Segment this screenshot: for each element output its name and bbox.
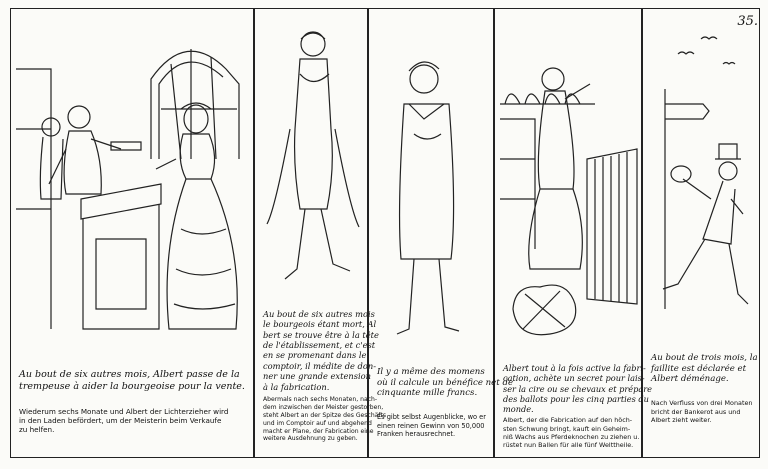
- panel-4: [494, 8, 653, 458]
- panel-2-german-caption: Abermals nach sechs Monaten, nach- dem inzwischen der Meister gestorben, steht Albert an der Spitze des Geschäfts und im Comptoir auf und abgehend macht er Plane, der Fabrication eine weitere Ausdehnung zu geben.: [263, 395, 387, 443]
- panel-2-illustration: [255, 9, 367, 309]
- panel-3-german-caption: Es gibt selbst Augenblicke, wo er einen reinen Gewinn von 50,000 Franken herausrechnet.: [377, 413, 486, 439]
- panel-1-french-caption: Au bout de six autres mois, Albert passe de la trempeuse à aider la bourgeoise pour la vente.: [19, 369, 245, 392]
- panel-5-french-caption: Au bout de trois mois, la faillite est déclarée et Albert déménage.: [651, 353, 758, 385]
- panel-4-french-caption: Albert tout à la fois active la fabri- cation, achète un secret pour lais- ser la cire ou se chevaux et prépare des ballots pour les cinq parties du monde.: [503, 363, 653, 414]
- panel-1-german-caption: Wiederum sechs Monate und Albert der Lichterzieher wird in den Laden befördert, um der Meisterin beim Verkaufe zu helfen.: [19, 406, 229, 435]
- panel-2-french-caption: Au bout de six autres mois le bourgeois étant mort, Al bert se trouve être à la tête de l'établissement, et c'est en se promenant dans le comptoir, il médite de don- ner une grande extension à la fabrication.: [263, 309, 379, 392]
- panel-1-illustration: [11, 9, 253, 361]
- panel-4-illustration: [495, 9, 641, 361]
- page-number: 35.: [737, 14, 758, 29]
- panel-5-illustration: [643, 9, 759, 361]
- panel-3-french-caption: Il y a même des momens où il calcule un bénéfice net de cinquante mille francs.: [377, 367, 514, 399]
- panel-2: [254, 8, 387, 458]
- panel-1-caption: [19, 369, 247, 435]
- panel-3-caption: [377, 367, 514, 439]
- panel-2-caption: [263, 309, 387, 443]
- panel-5-caption: [651, 353, 758, 424]
- panel-3: [368, 8, 514, 458]
- panel-4-caption: [503, 363, 653, 450]
- panel-3-illustration: [369, 9, 493, 361]
- panel-1: [10, 8, 254, 458]
- panel-4-german-caption: Albert, der die Fabrication auf den höch- sten Schwung bringt, kauft ein Geheim- niß Wachs aus Pferdeknochen zu ziehen u. rüstet nun Ballen für alle fünf Welttheile.: [503, 416, 640, 450]
- panel-5: [642, 8, 760, 458]
- panel-5-german-caption: Nach Verfluss von drei Monaten bricht der Bankerot aus und Albert zieht weiter.: [651, 399, 753, 424]
